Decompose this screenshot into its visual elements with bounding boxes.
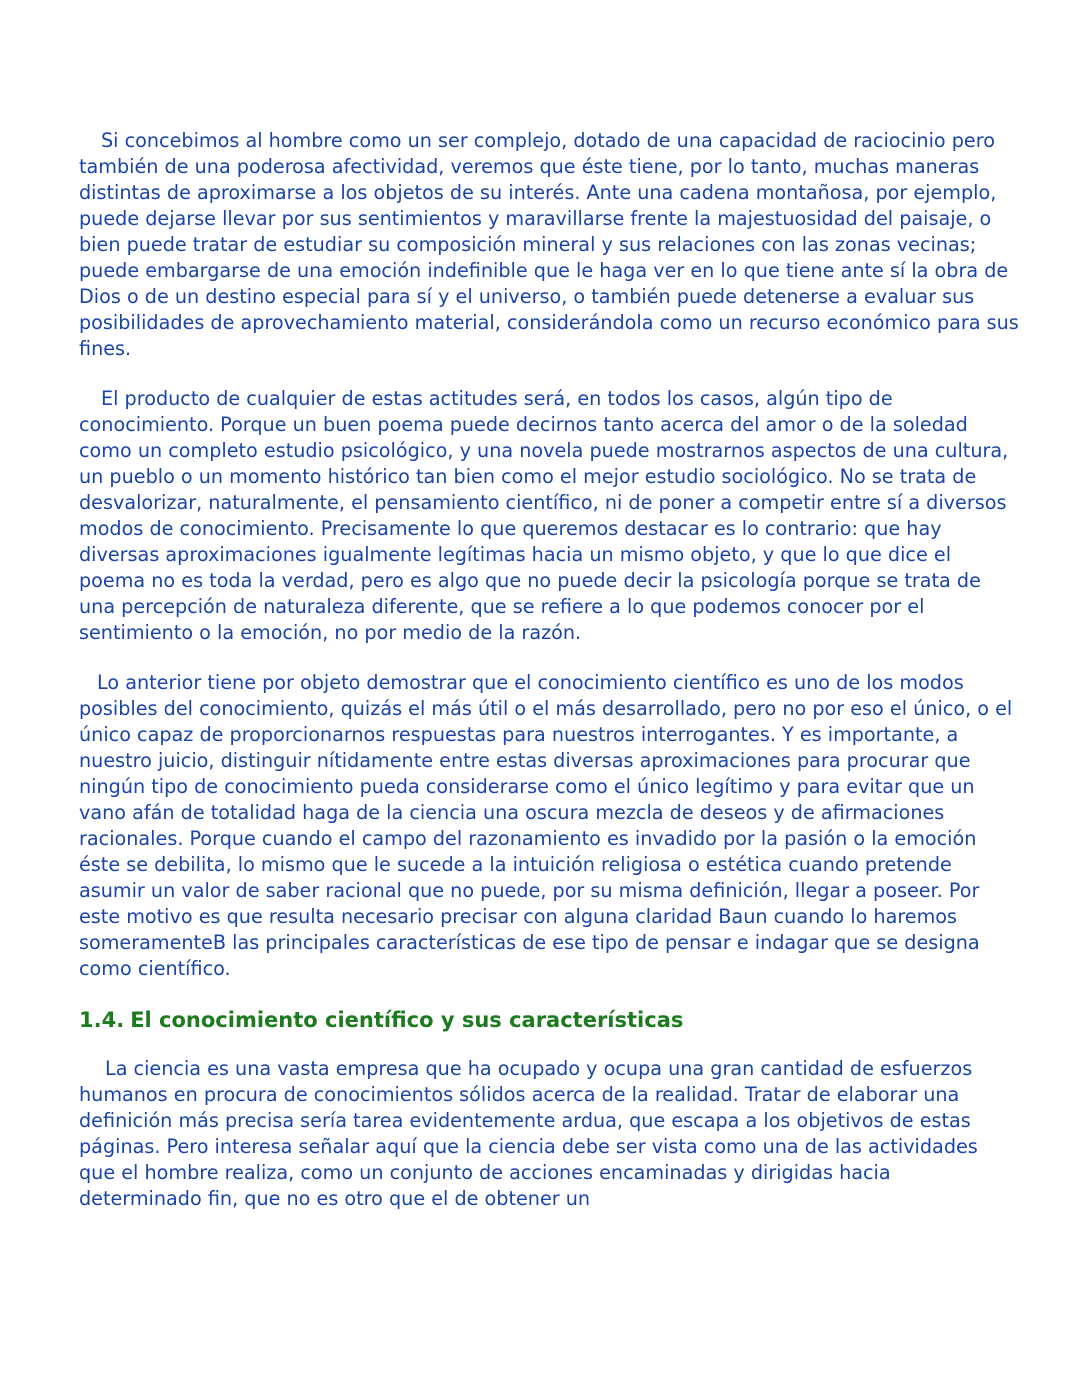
paragraph-2: El producto de cualquier de estas actitudes será, en todos los casos, algún tipo de conocimiento. Porque un buen poema puede decirnos tanto acerca del amor o de la soledad como un completo estudio psicológico, y una novela puede mostrarnos aspectos de una cultura, un pueblo o un momento histórico tan bien como el mejor estudio sociológico. No se trata de desvalorizar, naturalmente, el pensamiento científico, ni de poner a competir entre sí a diversos modos de conocimiento. Precisamente lo que queremos destacar es lo contrario: que hay diversas aproximaciones igualmente legítimas hacia un mismo objeto, y que lo que dice el poema no es toda la verdad, pero es algo que no puede decir la psicología porque se trata de una percepción de naturaleza diferente, que se refiere a lo que podemos conocer por el sentimiento o la emoción, no por medio de la razón.	[79, 387, 1009, 644]
section-heading	[79, 1006, 1019, 1034]
document-page	[79, 128, 1019, 1212]
paragraph-4: La ciencia es una vasta empresa que ha ocupado y ocupa una gran cantidad de esfuerzos humanos en procura de conocimientos sólidos acerca de la realidad. Tratar de elaborar una definición más precisa sería tarea evidentemente ardua, que escapa a los objetivos de estas páginas. Pero interesa señalar aquí que la ciencia debe ser vista como una de las actividades que el hombre realiza, como un conjunto de acciones encaminadas y dirigidas hacia determinado fin, que no es otro que el de obtener un	[79, 1057, 978, 1210]
section-number: 1.4.	[79, 1008, 125, 1032]
paragraph-1: Si concebimos al hombre como un ser complejo, dotado de una capacidad de raciocinio pero también de una poderosa afectividad, veremos que éste tiene, por lo tanto, muchas maneras distintas de aproximarse a los objetos de su interés. Ante una cadena montañosa, por ejemplo, puede dejarse llevar por sus sentimientos y maravillarse frente la majestuosidad del paisaje, o bien puede tratar de estudiar su composición mineral y sus relaciones con las zonas vecinas; puede embargarse de una emoción indefinible que le haga ver en lo que tiene ante sí la obra de Dios o de un destino especial para sí y el universo, o también puede detenerse a evaluar sus posibilidades de aprovechamiento material, considerándola como un recurso económico para sus fines.	[79, 129, 1019, 360]
paragraph-3: Lo anterior tiene por objeto demostrar que el conocimiento científico es uno de los modos posibles del conocimiento, quizás el más útil o el más desarrollado, pero no por eso el único, o el único capaz de proporcionarnos respuestas para nuestros interrogantes. Y es importante, a nuestro juicio, distinguir nítidamente entre estas diversas aproximaciones para procurar que ningún tipo de conocimiento pueda considerarse como el único legítimo y para evitar que un vano afán de totalidad haga de la ciencia una oscura mezcla de deseos y de afirmaciones racionales. Porque cuando el campo del razonamiento es invadido por la pasión o la emoción éste se debilita, lo mismo que le sucede a la intuición religiosa o estética cuando pretende asumir un valor de saber racional que no puede, por su misma definición, llegar a poseer. Por este motivo es que resulta necesario precisar con alguna claridad Baun cuando lo haremos someramenteB las principales características de ese tipo de pensar e indagar que se designa como científico.	[79, 671, 1013, 980]
section-title: El conocimiento científico y sus características	[130, 1008, 684, 1032]
